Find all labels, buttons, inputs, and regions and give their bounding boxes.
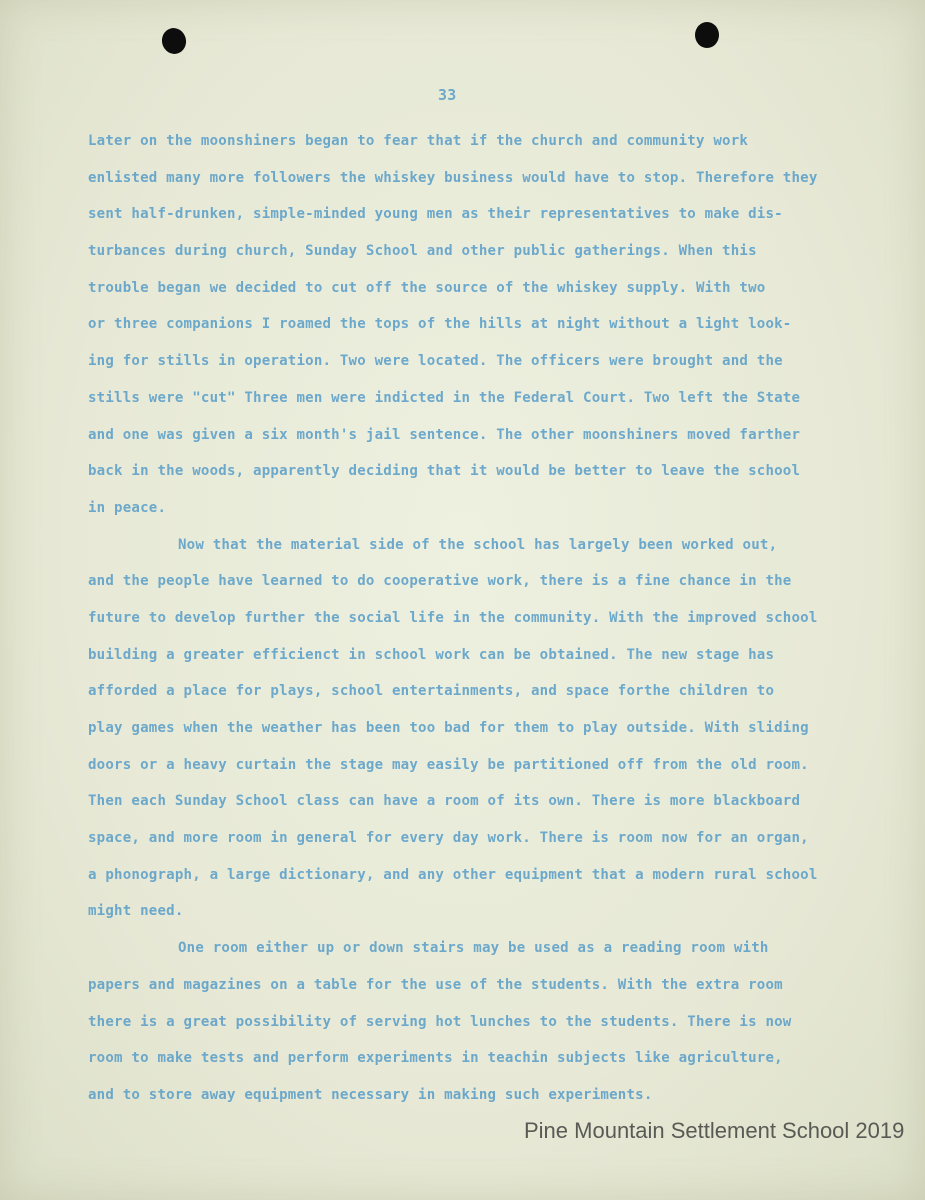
text-line: doors or a heavy curtain the stage may easily be partitioned off from the old room.	[88, 756, 809, 773]
text-line: and the people have learned to do cooperative work, there is a fine chance in the	[88, 573, 792, 590]
text-line: and to store away equipment necessary in making such experiments.	[88, 1086, 653, 1103]
text-line: space, and more room in general for every day work. There is room now for an organ,	[88, 830, 809, 847]
text-line: there is a great possibility of serving hot lunches to the students. There is now	[88, 1013, 792, 1030]
text-line: future to develop further the social life in the community. With the improved school	[88, 609, 818, 626]
text-line: Then each Sunday School class can have a room of its own. There is more blackboard	[88, 793, 801, 810]
punch-hole-left	[159, 25, 189, 56]
text-line: turbances during church, Sunday School and other public gatherings. When this	[88, 243, 757, 260]
text-line: Now that the material side of the school has largely been worked out,	[178, 536, 778, 553]
text-line: a phonograph, a large dictionary, and any other equipment that a modern rural school	[88, 866, 818, 883]
text-line: stills were "cut" Three men were indicted in the Federal Court. Two left the State	[88, 389, 801, 406]
text-line: enlisted many more followers the whiskey business would have to stop. Therefore they	[88, 169, 818, 186]
text-line: afforded a place for plays, school entertainments, and space forthe children to	[88, 683, 775, 700]
typed-text-body	[88, 123, 868, 1114]
text-line: One room either up or down stairs may be used as a reading room with	[178, 940, 769, 957]
text-line: or three companions I roamed the tops of the hills at night without a light look-	[88, 316, 792, 333]
watermark-caption: Pine Mountain Settlement School 2019	[524, 1118, 905, 1143]
text-line: might need.	[88, 903, 184, 920]
page-number: 33	[438, 86, 457, 104]
text-line: sent half-drunken, simple-minded young men as their representatives to make dis-	[88, 206, 783, 223]
text-line: ing for stills in operation. Two were located. The officers were brought and the	[88, 353, 783, 370]
text-line: papers and magazines on a table for the use of the students. With the extra room	[88, 976, 783, 993]
text-line: building a greater efficienct in school work can be obtained. The new stage has	[88, 646, 775, 663]
punch-hole-right	[695, 22, 719, 48]
text-line: Later on the moonshiners began to fear that if the church and community work	[88, 133, 749, 149]
text-line: room to make tests and perform experiments in teachin subjects like agriculture,	[88, 1050, 783, 1067]
text-line: back in the woods, apparently deciding that it would be better to leave the school	[88, 463, 801, 480]
text-line: in peace.	[88, 499, 167, 516]
text-line: and one was given a six month's jail sentence. The other moonshiners moved farther	[88, 426, 801, 443]
text-line: trouble began we decided to cut off the source of the whiskey supply. With two	[88, 279, 766, 296]
text-line: play games when the weather has been too bad for them to play outside. With sliding	[88, 720, 809, 736]
